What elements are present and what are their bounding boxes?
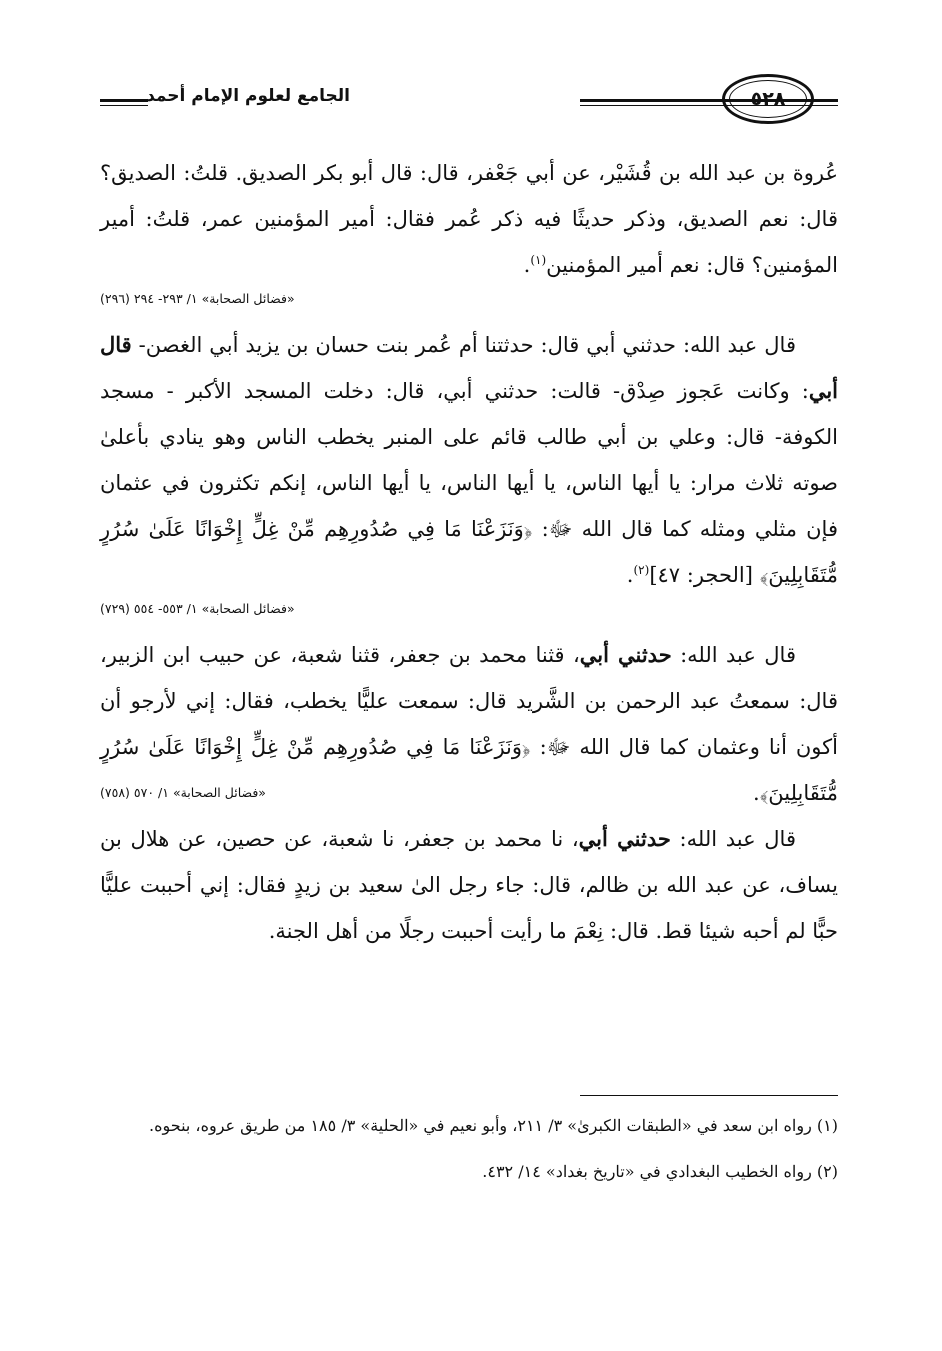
paragraph-4: قال عبد الله: حدثني أبي، نا محمد بن جعفر، نا شعبة، عن حصين، عن هلال بن يساف، عن عبد الله بن ظالم، قال: جاء رجل الىٰ سعيد بن زيدٍ فقال: إني أحببت عليًّا حبًّا لم أحبه شيئا قط. قال: نِعْمَ ما رأيت أحببت رجلًا من أهل الجنة. [100, 826, 838, 943]
footnote-marker-2[interactable]: (٢) [633, 563, 650, 577]
footnote-separator [580, 1095, 838, 1096]
reference-2: «فضائل الصحابة» ١/ ٥٥٣- ٥٥٤ (٧٢٩) [100, 601, 295, 616]
main-text [100, 150, 838, 954]
paragraph-1: عُروة بن عبد الله بن قُشَيْر، عن أبي جَعْفر، قال: قال أبو بكر الصديق. قلتُ: الصديق؟ قال: نعم الصديق، وذكر حديثًا فيه ذكر عُمر فقال: أمير المؤمنين عمر، قلتُ: أمير المؤمنين؟ قال: نعم أمير المؤمنين$^{(١)}$. [100, 161, 838, 277]
page-number-badge [722, 74, 814, 124]
footnote-2: (٢) رواه الخطيب البغدادي في «تاريخ بغداد» ١٤/ ٤٣٢. [482, 1162, 838, 1181]
footnotes [100, 1110, 838, 1202]
page-header [100, 70, 838, 132]
paragraph-3: قال عبد الله: حدثني أبي، قثنا محمد بن جعفر، قثنا شعبة، عن حبيب ابن الزبير، قال: سمعتُ عبد الرحمن بن الشَّريد قال: سمعت عليًّا يخطب، فقال: إني لأرجو أن أكون أنا وعثمان كما قال الله ﷻ: ﴿وَنَزَعْنَا مَا فِي صُدُورِهِم مِّنْ غِلٍّ إِخْوَانًا عَلَىٰ سُرُرٍ مُّتَقَابِلِينَ﴾. «فضائل الصحابة» ١/ ٥٧٠ (٧٥٨) [100, 642, 838, 805]
paragraph-2: قال عبد الله: حدثني أبي قال: حدثتنا أم عُمر بنت حسان بن يزيد أبي الغصن- قال أبي: وكانت عَجوز صِدْق- قالت: حدثني أبي، قال: دخلت المسجد الأكبر - مسجد الكوفة- قال: وعلي بن أبي طالب قائم على المنبر يخطب الناس وهو ينادي بأعلىٰ صوته ثلاث مرار: يا أيها الناس، يا أيها الناس، يا أيها الناس، إنكم تكثرون في عثمان فإن مثلي ومثله كما قال الله ﷻ: ﴿وَنَزَعْنَا مَا فِي صُدُورِهِم مِّنْ غِلٍّ إِخْوَانًا عَلَىٰ سُرُرٍ مُّتَقَابِلِينَ﴾ [الحجر: ٤٧]$^{(٢)}$. [100, 332, 838, 587]
reference-1: «فضائل الصحابة» ١/ ٢٩٣- ٢٩٤ (٢٩٦) [100, 291, 295, 306]
footnote-marker-1[interactable]: (١) [530, 253, 547, 267]
footnote-1: (١) رواه ابن سعد في «الطبقات الكبرىٰ» ٣/ ٢١١، وأبو نعيم في «الحلية» ٣/ ١٨٥ من طريق عروه، بنحوه. [149, 1116, 838, 1135]
running-title: الجامع لعلوم الإمام أحمد [146, 86, 350, 106]
page-number: ٥٢٨ [729, 80, 807, 118]
reference-3: «فضائل الصحابة» ١/ ٥٧٠ (٧٥٨) [100, 785, 266, 800]
header-rule-left [100, 99, 148, 102]
